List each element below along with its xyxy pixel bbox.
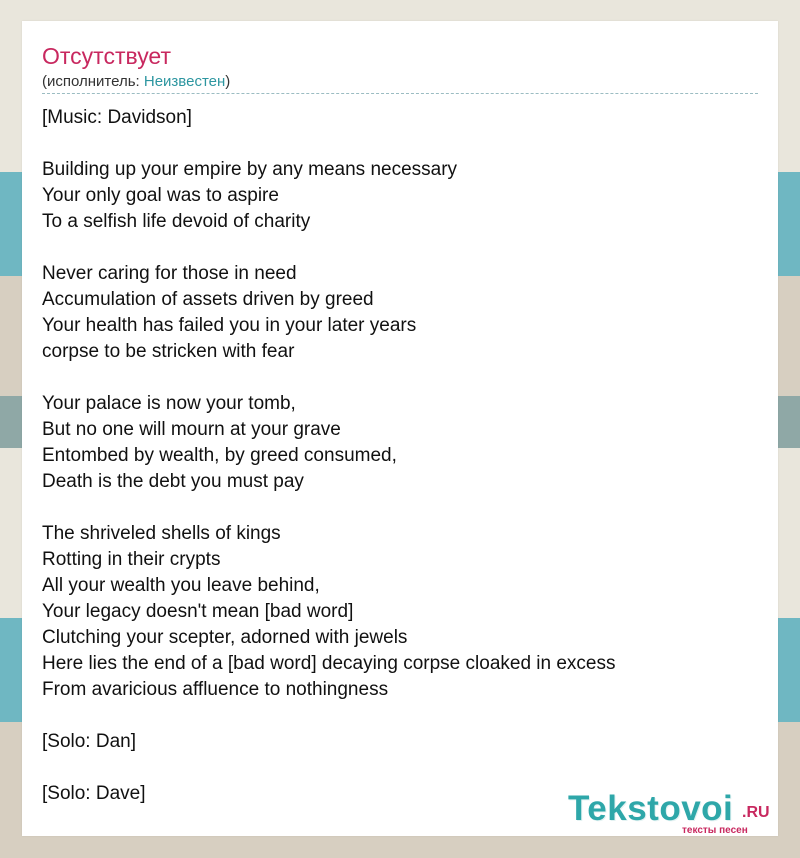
logo-tagline: тексты песен xyxy=(682,825,748,836)
lyric-line: All your wealth you leave behind, xyxy=(42,575,320,596)
lyric-line: [Solo: Dave] xyxy=(42,783,146,804)
lyric-line: Here lies the end of a [bad word] decaying corpse cloaked in excess xyxy=(42,653,616,674)
stanza-break xyxy=(42,755,758,781)
title-divider xyxy=(42,93,758,94)
stanza-break xyxy=(42,365,758,391)
song-title: Отсутствует xyxy=(42,43,171,69)
stanza-break xyxy=(42,235,758,261)
lyric-line: Accumulation of assets driven by greed xyxy=(42,289,374,310)
stanza-break xyxy=(42,703,758,729)
lyric-line: corpse to be stricken with fear xyxy=(42,341,295,362)
lyric-line: Death is the debt you must pay xyxy=(42,471,304,492)
lyric-line: [Music: Davidson] xyxy=(42,107,192,128)
lyric-line: [Solo: Dan] xyxy=(42,731,136,752)
artist-line xyxy=(42,72,230,92)
lyric-line: Your palace is now your tomb, xyxy=(42,393,296,414)
logo-domain: .RU xyxy=(742,804,770,821)
artist-prefix: (исполнитель: xyxy=(42,73,144,90)
lyrics-text xyxy=(42,105,758,807)
lyric-line: Never caring for those in need xyxy=(42,263,297,284)
lyric-line: Clutching your scepter, adorned with jewels xyxy=(42,627,408,648)
lyric-line: Building up your empire by any means necessary xyxy=(42,159,458,180)
lyric-line: Rotting in their crypts xyxy=(42,549,221,570)
stanza-break xyxy=(42,495,758,521)
site-logo[interactable] xyxy=(568,789,778,839)
artist-link[interactable]: Неизвестен xyxy=(143,73,226,90)
logo-wordmark: Tekstovoi xyxy=(568,789,734,828)
lyric-line: To a selfish life devoid of charity xyxy=(42,211,311,232)
lyrics-card xyxy=(22,21,778,836)
lyric-line: From avaricious affluence to nothingness xyxy=(42,679,389,700)
lyric-line: Your health has failed you in your later years xyxy=(42,315,417,336)
stanza-break xyxy=(42,131,758,157)
lyric-line: Your only goal was to aspire xyxy=(42,185,279,206)
artist-suffix: ) xyxy=(225,73,231,90)
lyric-line: But no one will mourn at your grave xyxy=(42,419,341,440)
lyric-line: Entombed by wealth, by greed consumed, xyxy=(42,445,397,466)
lyric-line: Your legacy doesn't mean [bad word] xyxy=(42,601,354,622)
lyric-line: The shriveled shells of kings xyxy=(42,523,281,544)
